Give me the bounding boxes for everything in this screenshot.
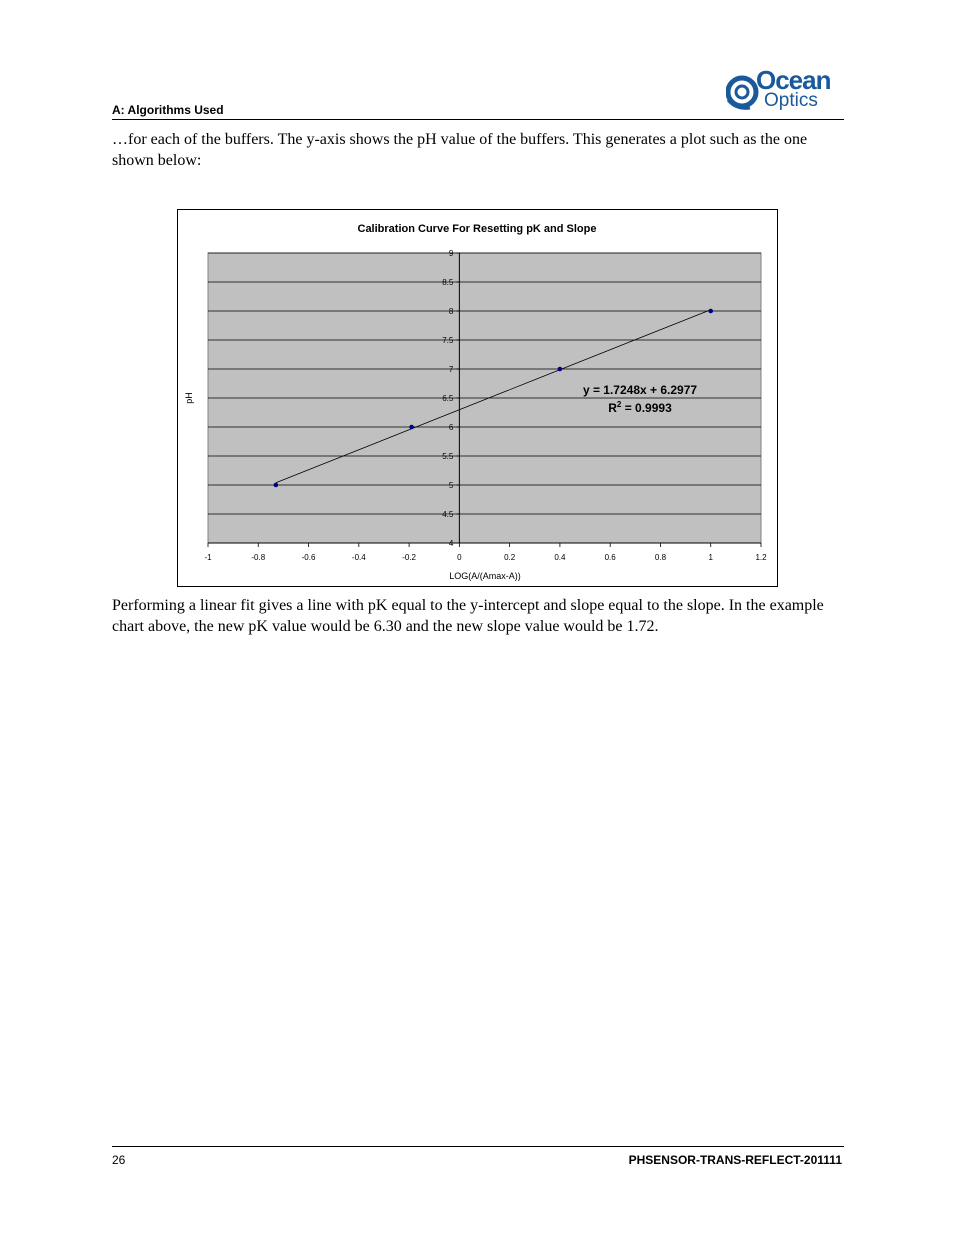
x-tick-label: -0.8 (251, 553, 266, 562)
r-squared-value: = 0.9993 (621, 401, 672, 415)
x-tick-label: 1.2 (755, 553, 767, 562)
y-tick-label: 6.5 (442, 394, 454, 403)
x-tick-label: 0.8 (654, 553, 667, 562)
section-header: A: Algorithms Used (112, 103, 224, 117)
y-tick-label: 9 (448, 249, 454, 258)
chart-title: Calibration Curve For Resetting pK and Slope (357, 223, 597, 235)
x-tick-label: -1 (204, 553, 212, 562)
ocean-optics-logo (726, 65, 846, 116)
x-tick-labels (204, 553, 767, 562)
y-tick-label: 5.5 (442, 452, 454, 461)
header-divider (112, 119, 844, 120)
data-point (274, 483, 279, 488)
r-squared-exponent: 2 (616, 400, 622, 409)
x-tick-label: -0.4 (351, 553, 366, 562)
intro-paragraph: …for each of the buffers. The y-axis shows the pH value of the buffers. This generates a plot such as the one shown below: (112, 131, 808, 169)
y-tick-label: 6 (448, 423, 454, 432)
data-point (708, 309, 713, 314)
logo-text-ocean: Ocean (756, 65, 831, 95)
calibration-chart (177, 209, 778, 587)
x-tick-label: 0.4 (554, 553, 566, 562)
x-tick-label: 0.6 (604, 553, 616, 562)
y-tick-label: 5 (448, 481, 454, 490)
y-axis-label: pH (184, 392, 194, 404)
x-axis-label: LOG(A/(Amax-A)) (449, 571, 521, 581)
data-point (558, 367, 563, 372)
y-tick-label: 7.5 (442, 336, 454, 345)
data-point (409, 425, 414, 430)
chart-svg (178, 210, 777, 586)
conclusion-paragraph: Performing a linear fit gives a line with pK equal to the y-intercept and slope equal to the slope. In the example chart above, the new pK value would be 6.30 and the new slope value would be 1.72. (112, 597, 824, 635)
x-tick-label: 1 (708, 553, 713, 562)
y-tick-label: 7 (448, 365, 454, 374)
r-squared-r: R (608, 401, 617, 415)
y-tick-label: 8.5 (442, 278, 454, 287)
page-number: 26 (112, 1153, 126, 1167)
footer-divider (112, 1146, 844, 1147)
y-tick-label: 4 (448, 539, 454, 548)
x-tick-label: -0.2 (402, 553, 416, 562)
x-tick-label: 0.2 (504, 553, 516, 562)
x-tick-label: -0.6 (301, 553, 316, 562)
document-id: PHSENSOR-TRANS-REFLECT-201111 (628, 1153, 842, 1167)
logo-text-optics: Optics (764, 90, 818, 111)
y-tick-label: 4.5 (442, 510, 454, 519)
x-tick-label: 0 (457, 553, 462, 562)
y-tick-label: 8 (448, 307, 454, 316)
equation-label: y = 1.7248x + 6.2977 (582, 383, 698, 397)
